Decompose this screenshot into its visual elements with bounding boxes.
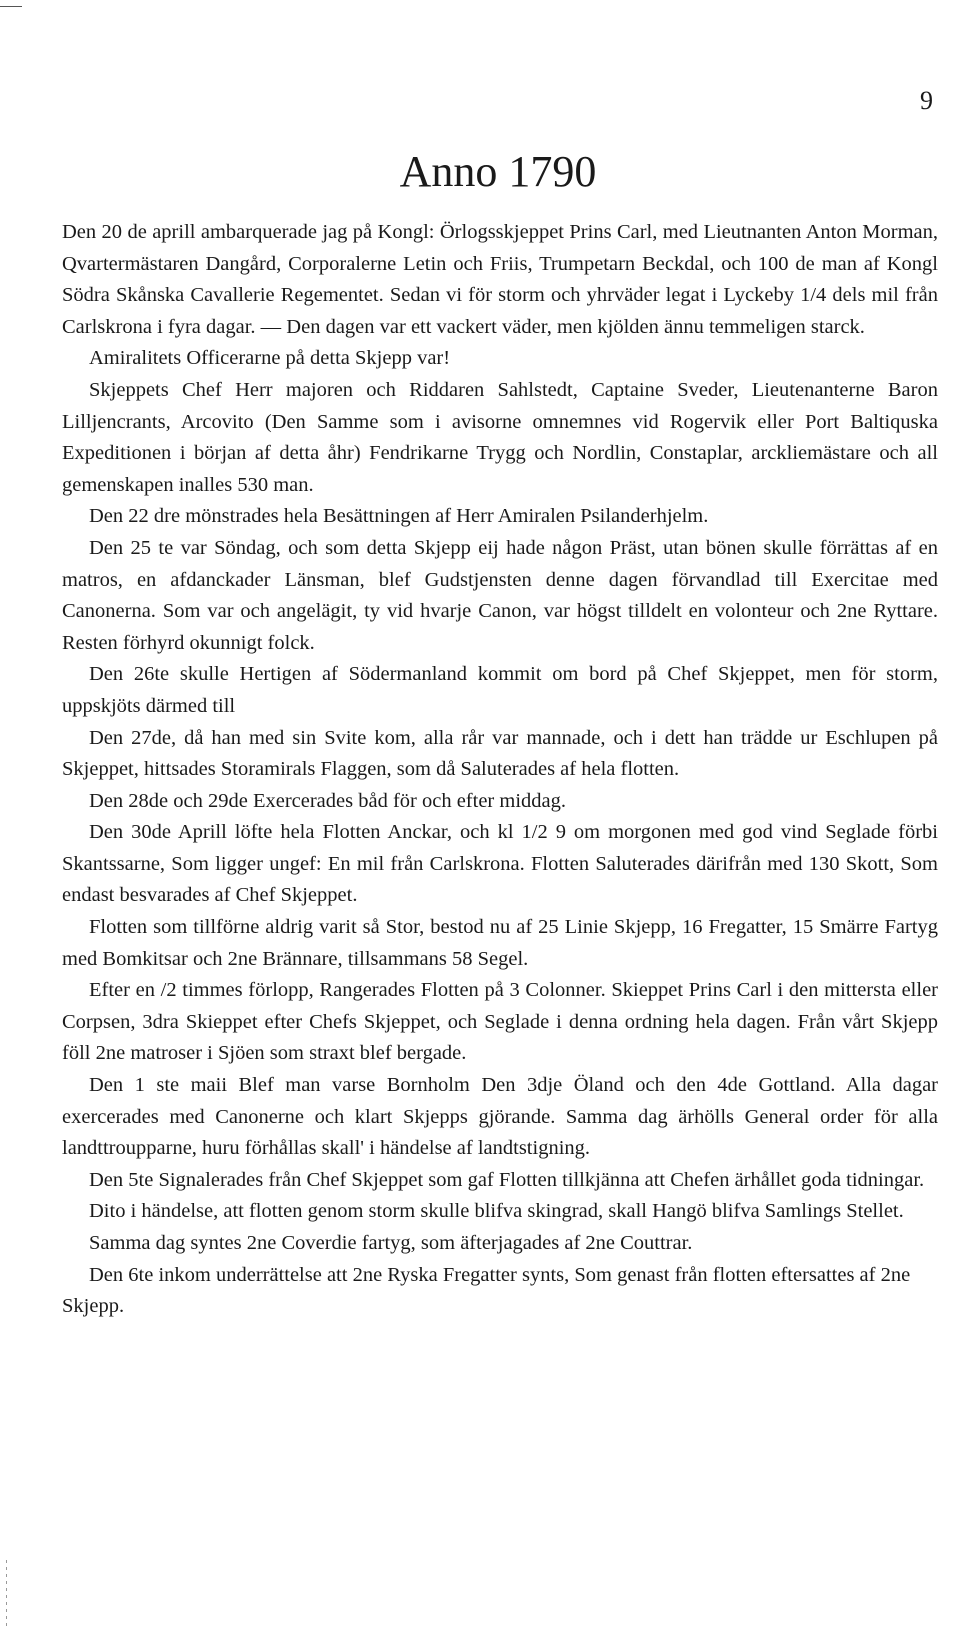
- paragraph: Den 27de, då han med sin Svite kom, alla rår var mannade, och i dett han trädde ur Eschlupen på Skjeppet, hittsades Storamirals Flaggen, som då Saluterades af hela flotten.: [62, 726, 938, 781]
- binding-edge-mark: [6, 1560, 7, 1630]
- document-body: [62, 217, 938, 1323]
- paragraph: Den 30de Aprill löfte hela Flotten Anckar, och kl 1/2 9 om morgonen med god vind Seglade förbi Skantssarne, Som ligger ungef: En mil från Carlskrona. Flotten Saluterades därifrån med 130 Skott, Som endast besvarades af Chef Skjeppet.: [62, 821, 938, 907]
- corner-scan-mark: [0, 6, 22, 7]
- paragraph: Amiralitets Officerarne på detta Skjepp var!: [89, 347, 451, 370]
- paragraph: Den 1 ste maii Blef man varse Bornholm Den 3dje Öland och den 4de Gottland. Alla dagar exercerades med Canonerne och klart Skjepps gjörande. Samma dag ärhölls General order för alla landttroupparne, huru förhållas skall' i händelse af landtstigning.: [62, 1074, 938, 1160]
- paragraph: Den 25 te var Söndag, och som detta Skjepp eij hade någon Präst, utan bönen skulle förrättas af en matros, en afdanckader Länsman, blef Gudstjensten denne dagen förvandlad till Exercitae med Canonerna. Som var och angelägit, ty vid hvarje Canon, var högst tilldelt en volonteur och 2ne Ryttare. Resten förhyrd okunnigt folck.: [62, 536, 938, 654]
- paragraph: Dito i händelse, att flotten genom storm skulle blifva skingrad, skall Hangö blifva Samlings Stellet.: [89, 1200, 904, 1223]
- paragraph: Samma dag syntes 2ne Coverdie fartyg, som äfterjagades af 2ne Couttrar.: [89, 1232, 693, 1254]
- paragraph: Skjeppets Chef Herr majoren och Riddaren Sahlstedt, Captaine Sveder, Lieutenanterne Baron Lilljencrants, Arcovito (Den Samme som i avisorne omnemnes vid Rogervik eller Port Baltiquska Expeditionen i början af detta åhr) Fendrikarne Trygg och Nordlin, Constaplar, arckliemästare och all gemenskapen inalles 530 man.: [62, 378, 938, 496]
- page-title: Anno 1790: [399, 147, 597, 196]
- page-number: 9: [920, 86, 933, 115]
- paragraph: Efter en /2 timmes förlopp, Rangerades Flotten på 3 Colonner. Skieppet Prins Carl i den mittersta eller Corpsen, 3dra Skieppet efter Chefs Skjeppet, och Seglade i denna ordning hela dagen. Från vårt Skjepp föll 2ne matroser i Sjöen som straxt blef bergade.: [62, 979, 938, 1065]
- paragraph: Den 6te inkom underrättelse att 2ne Ryska Fregatter synts, Som genast från flotten eftersattes af 2ne Skjepp.: [62, 1263, 911, 1318]
- paragraph: Den 28de och 29de Exercerades båd för och efter middag.: [89, 789, 566, 812]
- paragraph: Den 5te Signalerades från Chef Skjeppet som gaf Flotten tillkjänna att Chefen ärhållet goda tidningar.: [89, 1168, 925, 1191]
- paragraph: Den 20 de aprill ambarquerade jag på Kongl: Örlogsskjeppet Prins Carl, med Lieutnanten Anton Morman, Qvartermästaren Dangård, Corporalerne Letin och Friis, Trumpetarn Beckdal, och 100 de man af Kongl Södra Skånska Cavallerie Regementet. Sedan vi för storm och yhrväder legat i Lyckeby 1/4 dels mil från Carlskrona i fyra dagar. — Den dagen var ett vackert väder, men kjölden ännu temmeligen starck.: [62, 221, 938, 338]
- paragraph: Flotten som tillförne aldrig varit så Stor, bestod nu af 25 Linie Skjepp, 16 Fregatter, 15 Smärre Fartyg med Bomkitsar och 2ne Brännare, tillsammans 58 Segel.: [62, 916, 938, 970]
- paragraph: Den 22 dre mönstrades hela Besättningen af Herr Amiralen Psilanderhjelm.: [89, 505, 709, 528]
- paragraph: Den 26te skulle Hertigen af Södermanland kommit om bord på Chef Skjeppet, men för storm, uppskjöts därmed till: [62, 663, 938, 717]
